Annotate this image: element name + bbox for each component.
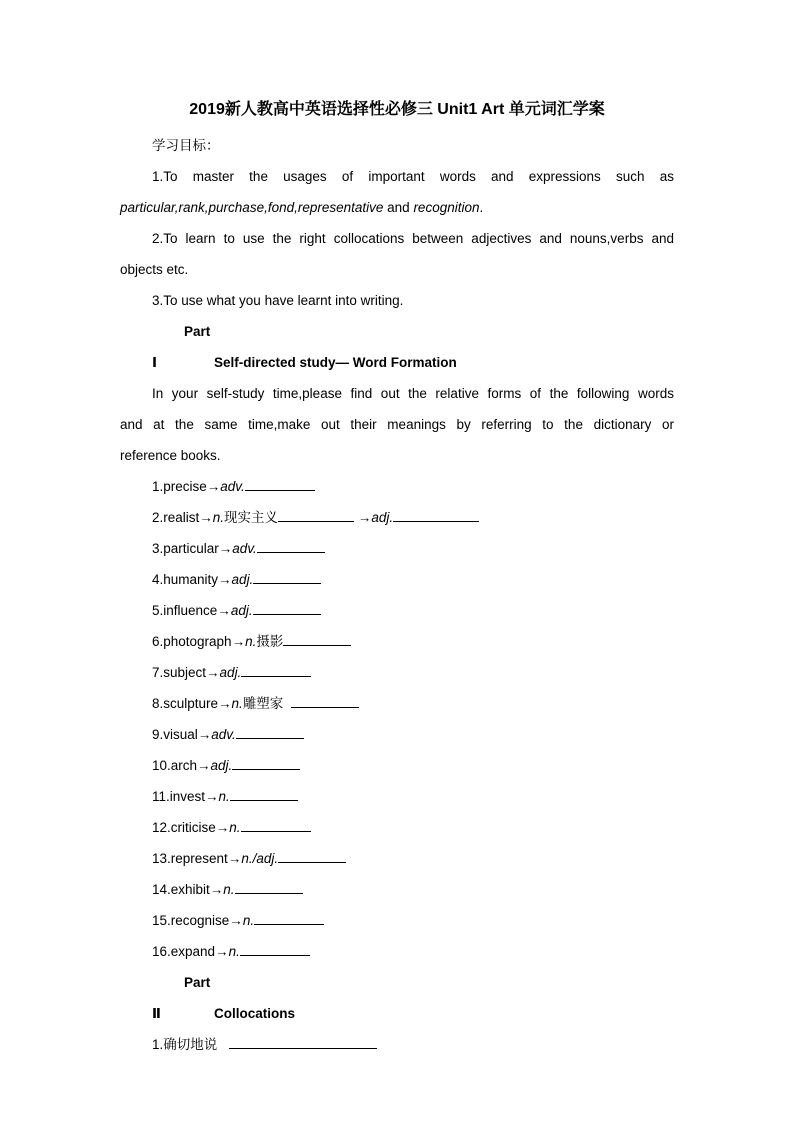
word-item-12 bbox=[152, 812, 674, 843]
item-word: 1.precise→ bbox=[152, 479, 221, 494]
item-arrow: → bbox=[354, 510, 372, 525]
item-meaning: 摄影 bbox=[256, 634, 284, 649]
objectives-heading: 学习目标： bbox=[152, 138, 220, 153]
part-2-title: Collocations bbox=[214, 1006, 296, 1021]
item-pos: adv. bbox=[211, 727, 236, 742]
item-word: 9.visual→ bbox=[152, 727, 212, 742]
collocation-item-1 bbox=[152, 1029, 674, 1060]
part-2-label: Part Ⅱ bbox=[152, 975, 211, 1021]
word-item-1 bbox=[152, 471, 674, 502]
word-item-6 bbox=[152, 626, 674, 657]
item-pos: adj. bbox=[210, 758, 233, 773]
item-word: 15.recognise→ bbox=[152, 913, 243, 928]
item-pos: n. bbox=[212, 510, 225, 525]
item-word: 2.realist→ bbox=[152, 510, 213, 525]
instruction-line3: reference books. bbox=[120, 448, 221, 463]
item-pos-2: adj. bbox=[371, 510, 394, 525]
objective-1-period: . bbox=[479, 200, 484, 215]
answer-blank[interactable] bbox=[257, 551, 325, 553]
item-pos: adv. bbox=[232, 541, 257, 556]
word-item-11 bbox=[152, 781, 674, 812]
word-item-15 bbox=[152, 905, 674, 936]
item-pos: n. bbox=[228, 944, 240, 959]
answer-blank[interactable] bbox=[278, 861, 346, 863]
item-word: 12.criticise→ bbox=[152, 820, 230, 835]
answer-blank[interactable] bbox=[236, 737, 304, 739]
answer-blank[interactable] bbox=[232, 768, 300, 770]
item-pos: n. bbox=[245, 634, 257, 649]
word-item-3 bbox=[152, 533, 674, 564]
word-item-13 bbox=[152, 843, 674, 874]
item-pos: n. bbox=[229, 820, 241, 835]
answer-blank[interactable] bbox=[253, 582, 321, 584]
answer-blank[interactable] bbox=[241, 675, 311, 677]
answer-blank[interactable] bbox=[241, 830, 311, 832]
item-pos: adj. bbox=[231, 572, 254, 587]
objective-1-line1: 1.To master the usages of important words and expressions such as bbox=[152, 169, 674, 184]
item-pos: n. bbox=[223, 882, 235, 897]
answer-blank[interactable] bbox=[291, 706, 359, 708]
answer-blank[interactable] bbox=[229, 1047, 377, 1049]
instruction-line2: and at the same time,make out their meanings by referring to the dictionary or bbox=[120, 417, 674, 432]
item-pos: n. bbox=[231, 696, 243, 711]
part-2-heading bbox=[120, 967, 674, 1029]
answer-blank[interactable] bbox=[230, 799, 298, 801]
answer-blank[interactable] bbox=[253, 613, 321, 615]
item-word: 14.exhibit→ bbox=[152, 882, 224, 897]
word-item-10 bbox=[152, 750, 674, 781]
item-pos: n. bbox=[242, 913, 255, 928]
word-item-9 bbox=[152, 719, 674, 750]
item-word: 4.humanity→ bbox=[152, 572, 232, 587]
item-word: 8.sculpture→ bbox=[152, 696, 232, 711]
item-word: 13.represent→ bbox=[152, 851, 242, 866]
item-word: 11.invest→ bbox=[152, 789, 219, 804]
item-word: 7.subject→ bbox=[152, 665, 220, 680]
part-1-title: Self-directed study— Word Formation bbox=[214, 355, 457, 370]
item-word: 3.particular→ bbox=[152, 541, 233, 556]
item-meaning: 现实主义 bbox=[224, 510, 279, 525]
page-title: 2019新人教高中英语选择性必修三 Unit1 Art 单元词汇学案 bbox=[189, 101, 605, 118]
word-item-16 bbox=[152, 936, 674, 967]
objective-2-line1: 2.To learn to use the right collocations between adjectives and nouns,verbs and bbox=[152, 231, 674, 246]
objective-1-words: particular,rank,purchase,fond,representative bbox=[120, 200, 384, 215]
word-item-14 bbox=[152, 874, 674, 905]
item-word: 6.photograph→ bbox=[152, 634, 246, 649]
word-item-5 bbox=[152, 595, 674, 626]
item-pos: adj. bbox=[219, 665, 242, 680]
item-word: 16.expand→ bbox=[152, 944, 229, 959]
word-item-4 bbox=[152, 564, 674, 595]
answer-blank[interactable] bbox=[254, 923, 324, 925]
item-word: 5.influence→ bbox=[152, 603, 231, 618]
part-1-label: Part Ⅰ bbox=[152, 324, 211, 370]
answer-blank[interactable] bbox=[278, 520, 354, 522]
item-pos: n. bbox=[218, 789, 230, 804]
part-1-heading bbox=[120, 316, 674, 378]
item-pos: n./adj. bbox=[241, 851, 279, 866]
answer-blank[interactable] bbox=[240, 954, 310, 956]
objective-1-line2 bbox=[120, 192, 674, 223]
objective-3: 3.To use what you have learnt into writing. bbox=[152, 293, 404, 308]
objective-2-line2: objects etc. bbox=[120, 262, 189, 277]
item-word: 10.arch→ bbox=[152, 758, 211, 773]
answer-blank[interactable] bbox=[245, 489, 315, 491]
word-item-8 bbox=[152, 688, 674, 719]
objective-1-last-word: recognition bbox=[413, 200, 480, 215]
collocation-prompt: 1.确切地说 bbox=[152, 1037, 218, 1052]
answer-blank[interactable] bbox=[235, 892, 303, 894]
instruction-line1: In your self-study time,please find out the relative forms of the following words bbox=[152, 386, 674, 401]
word-item-7 bbox=[152, 657, 674, 688]
answer-blank[interactable] bbox=[283, 644, 351, 646]
item-pos: adv. bbox=[220, 479, 245, 494]
item-pos: adj. bbox=[230, 603, 253, 618]
objective-1-and: and bbox=[383, 200, 414, 215]
answer-blank-2[interactable] bbox=[393, 520, 479, 522]
word-item-2 bbox=[152, 502, 674, 533]
item-meaning: 雕塑家 bbox=[242, 696, 284, 711]
